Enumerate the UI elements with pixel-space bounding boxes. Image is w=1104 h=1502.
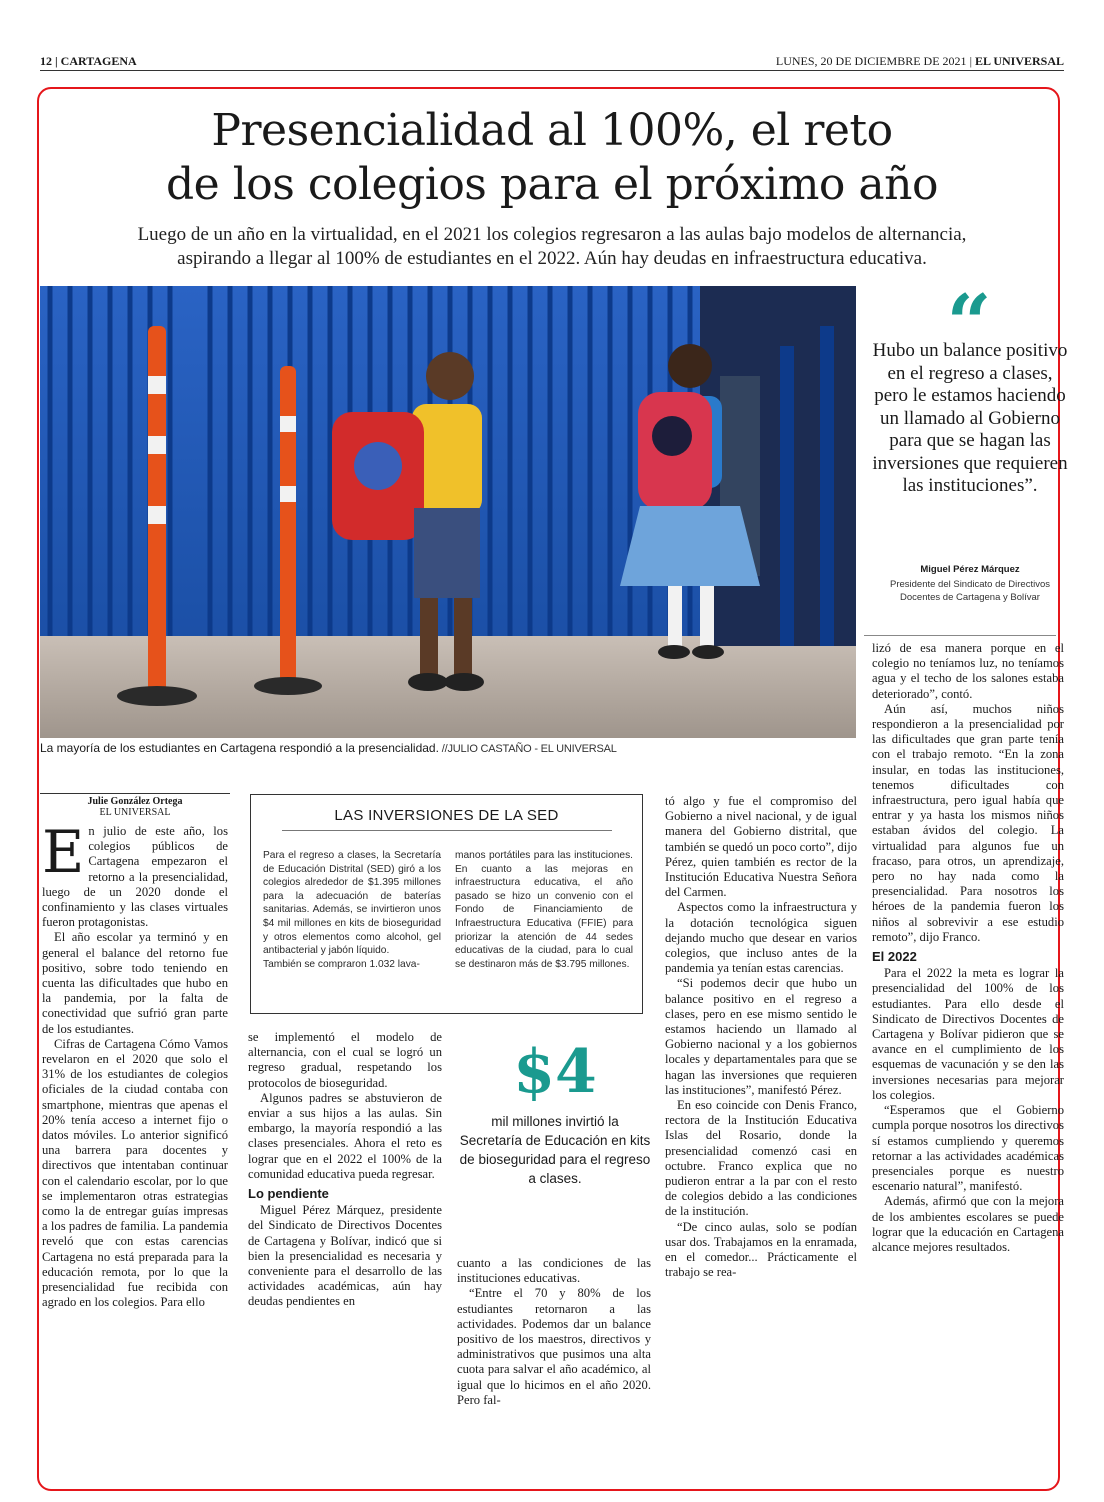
students-at-gate-photo	[40, 286, 856, 738]
byline-author: Julie González Ortega	[87, 796, 183, 807]
quote-divider	[864, 635, 1056, 636]
subhead-el-2022: El 2022	[872, 949, 917, 965]
column-4-paragraph-2: Aspectos como la infraestructura y la dotación tecnológica siguen dejando mucho que desear en varios colegios, que incluso antes de la pandemia ya tenían estas carencias.	[665, 900, 857, 976]
article-subtitle: Luego de un año en la virtualidad, en el 2021 los colegios regresaron a las aulas bajo modelos de alternancia, aspirando a llegar al 100% de estudiantes en el 2022. Aún hay deudas en infraestructura educativa.	[137, 224, 967, 269]
article-column-4	[665, 794, 857, 1281]
column-5-paragraph-1: lizó de esa manera porque en el colegio no teníamos luz, no teníamos agua y el techo de los salones estaba deteriorado”, contó.	[872, 641, 1064, 701]
column-5-paragraph-2: Aún así, muchos niños respondieron a la presencialidad por las dificultades que gran parte tenía con el trabajo remoto. “En la zona insular, en todas las instituciones, tenemos dificultades con infraestructura, pero igual había que entrar y ya hasta los mismos niños estaban ávidos del colegio. La virtualidad para algunos fue un fracaso, para otros, un aprendizaje, pero no hay nada como la presencialidad. Para nosotros los héroes de la pandemia fueron los niños al sobrevivir a ese estudio remoto”, dijo Franco.	[872, 701, 1064, 944]
column-1-paragraph-2: El año escolar ya terminó y en general el balance del retorno fue positivo, sobre todo teniendo en cuenta las dificultades que hubo en la pandemia, por la falta de conectividad que sufrió gran parte de los estudiantes.	[42, 930, 228, 1036]
investments-box	[250, 794, 643, 1014]
investments-box-column-2: manos portátiles para las instituciones. En cuanto a las mejoras en infraestructura educativa, el año pasado se hizo un convenio con el Fondo de Financiamiento de Infraestructura Educativa (FFIE) para priorizar la atención de 44 sedes educativas de la ciudad, para lo cual se destinaron más de $3.795 millones.	[455, 850, 633, 970]
column-5-paragraph-3: Para el 2022 la meta es lograr la presencialidad del 100% de los estudiantes. Para ello desde el Sindicato de Directivos Docentes de Cartagena y Bolívar pidieron que se avance en el cumplimiento de los esquemas de vacunación y se den las inversiones necesarias para mejorar los colegios.	[872, 966, 1064, 1102]
column-4-paragraph-4: En eso coincide con Denis Franco, rectora de la Institución Educativa Islas del Rosario, donde la presencialidad comenzó casi en octubre. Franco explica que no pudieron entrar a la par con el resto de colegios debido a las condiciones de la institución.	[665, 1098, 857, 1219]
drop-cap: E	[42, 818, 85, 886]
investments-box-column-1: Para el regreso a clases, la Secretaría de Educación Distrital (SED) giró a los colegios alrededor de $1.395 millones para la adecuación de baterías sanitarias. Además, se invirtieron unos $4 mil millones en kits de bioseguridad y otros elementos como alcohol, gel antibacterial y jabón líquido. También se compraron 1.032 lava-	[263, 850, 441, 970]
article-column-2	[248, 1030, 442, 1310]
byline	[40, 796, 230, 818]
article-column-1	[42, 818, 228, 1311]
column-3-paragraph-1: cuanto a las condiciones de las instituciones educativas.	[457, 1256, 651, 1286]
subhead-lo-pendiente: Lo pendiente	[248, 1186, 329, 1202]
column-4-paragraph-5: “De cinco aulas, solo se podían usar dos. Trabajamos en la enramada, en el comedor... Prácticamente el trabajo se rea-	[665, 1219, 857, 1280]
stat-description: mil millones invirtió la Secretaría de Educación en kits de bioseguridad para el regreso a clases.	[459, 1114, 651, 1186]
column-3-paragraph-2: “Entre el 70 y 80% de los estudiantes retornaron a las actividades. Podemos dar un balance positivo de los maestros, directivos y administrativos que pusimos una alta cuota para salvar el año académico, al igual que lo hicimos en el año 2020. Pero fal-	[457, 1286, 651, 1407]
pull-quote: Hubo un balance positivo en el regreso a clases, pero le estamos haciendo un llamado al Gobierno para que se hagan las inversiones que requieren las instituciones”.	[872, 340, 1068, 496]
stat-value: $4	[513, 1037, 597, 1107]
photo-credit: //JULIO CASTAÑO - EL UNIVERSAL	[438, 743, 617, 755]
page-header	[40, 54, 1064, 70]
header-rule	[40, 70, 1064, 71]
byline-outlet: EL UNIVERSAL	[99, 807, 171, 818]
quote-mark-icon: “	[946, 278, 992, 369]
photo-caption: La mayoría de los estudiantes en Cartagena respondió a la presencialidad. //JULIO CASTAÑO - EL UNIVERSAL	[40, 741, 617, 755]
column-5-paragraph-4: “Esperamos que el Gobierno cumpla porque nosotros los directivos sí estamos cumpliendo y queremos retornar a las actividades académicas presenciales porque es nuestro escenario natural”, manifestó.	[872, 1103, 1064, 1194]
investments-box-title: LAS INVERSIONES DE LA SED	[251, 807, 642, 831]
column-2-paragraph-1: se implementó el modelo de alternancia, con el cual se logró un regreso gradual, respetando los protocolos de bioseguridad.	[248, 1030, 442, 1090]
article-photo	[40, 286, 856, 738]
quote-author-role: Presidente del Sindicato de Directivos Docentes de Cartagena y Bolívar	[889, 579, 1050, 603]
newspaper-name: EL UNIVERSAL	[974, 54, 1064, 68]
page-date: LUNES, 20 DE DICIEMBRE DE 2021 | EL UNIVERSAL	[775, 54, 1064, 68]
column-5-paragraph-5: Además, afirmó que con la mejora de los ambientes escolares se puede lograr que la educación en Cartagena alcance mejores resultados.	[872, 1194, 1064, 1254]
article-title: Presencialidad al 100%, el reto de los colegios para el próximo año	[166, 105, 938, 210]
column-1-paragraph-1: En julio de este año, los colegios públicos de Cartagena empezaron el retorno a la presencialidad, luego de un 2020 donde el confinamiento y las clases virtuales fueron protagonistas.	[42, 818, 228, 930]
column-2-paragraph-3: Miguel Pérez Márquez, presidente del Sindicato de Directivos Docentes de Cartagena y Bolívar, indicó que si bien la presencialidad es necesaria y conveniente para el desarrollo de las actividades académicas, aún hay deudas pendientes en	[248, 1203, 442, 1309]
column-4-paragraph-1: tó algo y fue el compromiso del Gobierno a nivel nacional, y de igual manera del Gobierno distrital, que también se quedó un poco corto”, dijo Pérez, quien también es rector de la Institución Educativa Nuestra Señora del Carmen.	[665, 794, 858, 900]
quote-author: Miguel Pérez Márquez	[920, 564, 1020, 575]
column-1-paragraph-3: Cifras de Cartagena Cómo Vamos revelaron en el 2020 que solo el 31% de los estudiantes de colegios oficiales de la ciudad contaba con smartphone, mientras que apenas el 20% tenía acceso a internet fijo o datos móviles. Lo anterior significó una barrera para docentes y directivos que intentaban continuar con el calendario escolar, por lo que se implementaron otras estrategias como la de entregar guías impresas a los padres de familia. La pandemia reveló que con estas carencias Cartagena no está preparada para la educación remota, por lo que la presencialidad fue recibida con agrado en los colegios. Para ello	[42, 1036, 228, 1310]
column-2-paragraph-2: Algunos padres se abstuvieron de enviar a sus hijos a las aulas. Sin embargo, la mayoría respondió a las clases presenciales. Ahora el reto es lograr que en el 2022 el 100% de la comunidad educativa pueda regresar.	[248, 1090, 442, 1181]
article-column-5	[872, 641, 1064, 1255]
byline-rule	[40, 793, 230, 794]
page-section: 12 | CARTAGENA	[40, 54, 137, 68]
column-4-paragraph-3: “Si podemos decir que hubo un balance positivo en el regreso a clases, pero en ese mismo sentido le estamos haciendo un llamado al Gobierno nacional y a los gobiernos locales y departamentales para que se hagan las inversiones que requieren las instituciones”, manifestó Pérez.	[665, 976, 857, 1097]
article-column-3	[457, 1256, 651, 1408]
